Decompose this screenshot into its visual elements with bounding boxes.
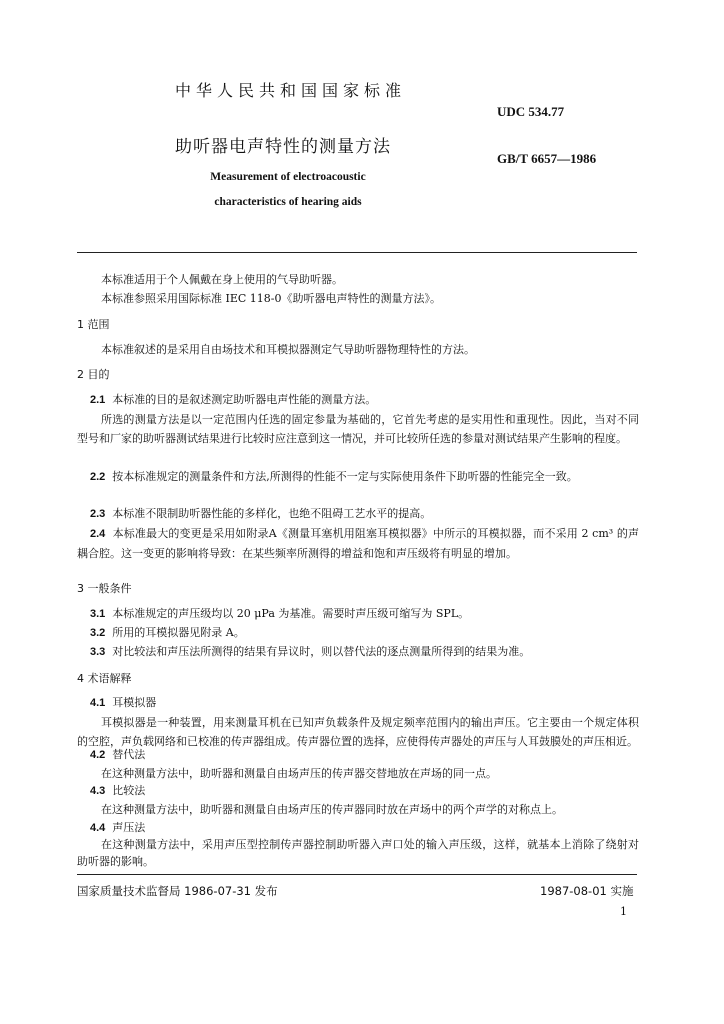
clause-number: 3.2 [90,627,106,639]
clause-number: 2.2 [90,471,106,483]
national-standard-heading: 中华人民共和国国家标准 [175,81,407,100]
clause-number: 4.4 [90,822,106,834]
section-1-heading: 1 范围 [77,318,110,331]
english-title-line2: characteristics of hearing aids [214,196,362,208]
clause-4-1-paragraph: 耳模拟器是一种装置，用来测量耳机在已知声负载条件及规定频率范围内的输出声压。它主要由一个规定体积的空腔，声负载网络和已校准的传声器组成。传声器位置的选择，应使得传声器处的声压与人耳鼓膜处的声压相近。 [77,716,639,748]
clause-3-2 [90,624,245,640]
section-1-text: 本标准叙述的是采用自由场技术和耳模拟器测定气导助听器物理特性的方法。 [101,343,475,356]
clause-2-4 [77,524,639,563]
clause-heading: 耳模拟器 [112,696,157,709]
clause-number: 3.3 [90,646,106,658]
clause-number: 2.1 [90,394,106,406]
clause-heading: 替代法 [112,748,146,761]
clause-text: 本标准不限制助听器性能的多样化，也绝不阻碍工艺水平的提高。 [112,507,432,520]
clause-4-4-paragraph: 在这种测量方法中，采用声压型控制传声器控制助听器入声口处的输入声压级，这样，就基本上消除了绕射对助听器的影响。 [77,838,639,868]
section-3-heading: 3 一般条件 [77,582,132,595]
document-title: 助听器电声特性的测量方法 [175,137,391,157]
clause-number: 3.1 [90,608,106,620]
clause-text: 所用的耳模拟器见附录 A。 [112,626,245,639]
clause-number: 4.2 [90,749,106,761]
intro-paragraph-2: 本标准参照采用国际标准 IEC 118-0《助听器电声特性的测量方法》。 [101,292,441,305]
clause-3-3 [90,643,530,659]
clause-4-4-title [90,819,145,835]
footer-divider [77,874,637,875]
section-2-heading: 2 目的 [77,368,110,381]
clause-number: 4.3 [90,785,106,797]
clause-2-2 [77,467,639,487]
clause-2-1-paragraph: 所选的测量方法是以一定范围内任选的固定参量为基础的，它首先考虑的是实用性和重现性。因此，当对不同型号和厂家的助听器测试结果进行比较时应注意到这一情况，并可比较所任选的参量对测试结果产生影响的程度。 [77,413,639,445]
clause-text: 对比较法和声压法所测得的结果有异议时，则以替代法的逐点测量所得到的结果为准。 [112,645,531,658]
header-divider [77,252,637,253]
clause-3-1 [90,605,469,621]
clause-4-3-paragraph: 在这种测量方法中，助听器和测量自由场声压的传声器同时放在声场中的两个声学的对称点上。 [101,803,563,816]
clause-4-3-title [90,782,145,798]
english-title-line1: Measurement of electroacoustic [210,171,366,183]
section-4-heading: 4 术语解释 [77,672,132,685]
issue-date: 国家质量技术监督局 1986-07-31 发布 [77,884,278,898]
clause-number: 4.1 [90,697,106,709]
clause-4-2-title [90,746,145,762]
clause-number: 2.4 [90,528,106,540]
effective-date: 1987-08-01 实施 [540,884,634,898]
clause-2-1 [90,391,376,407]
clause-4-1-title [90,694,156,710]
clause-text: 按本标准规定的测量条件和方法,所测得的性能不一定与实际使用条件下助听器的性能完全一致。 [112,470,578,483]
clause-4-2-paragraph: 在这种测量方法中，助听器和测量自由场声压的传声器交替地放在声场的同一点。 [101,767,497,780]
clause-heading: 声压法 [112,821,146,834]
clause-text: 本标准最大的变更是采用如附录A《测量耳塞机用阻塞耳模拟器》中所示的耳模拟器，而不采用 2 cm³ 的声耦合腔。这一变更的影响将导致：在某些频率所测得的增益和饱和声压级将有明显的增加。 [77,527,639,560]
clause-number: 2.3 [90,508,106,520]
clause-heading: 比较法 [112,784,146,797]
intro-paragraph-1: 本标准适用于个人佩戴在身上使用的气导助听器。 [101,273,343,286]
clause-text: 本标准规定的声压级均以 20 μPa 为基准。需要时声压级可缩写为 SPL。 [112,607,470,620]
page-number: 1 [620,905,627,918]
udc-code: UDC 534.77 [497,104,565,119]
clause-2-3 [90,505,431,521]
standard-number: GB/T 6657—1986 [497,151,597,166]
clause-text: 本标准的目的是叙述测定助听器电声性能的测量方法。 [112,393,377,406]
